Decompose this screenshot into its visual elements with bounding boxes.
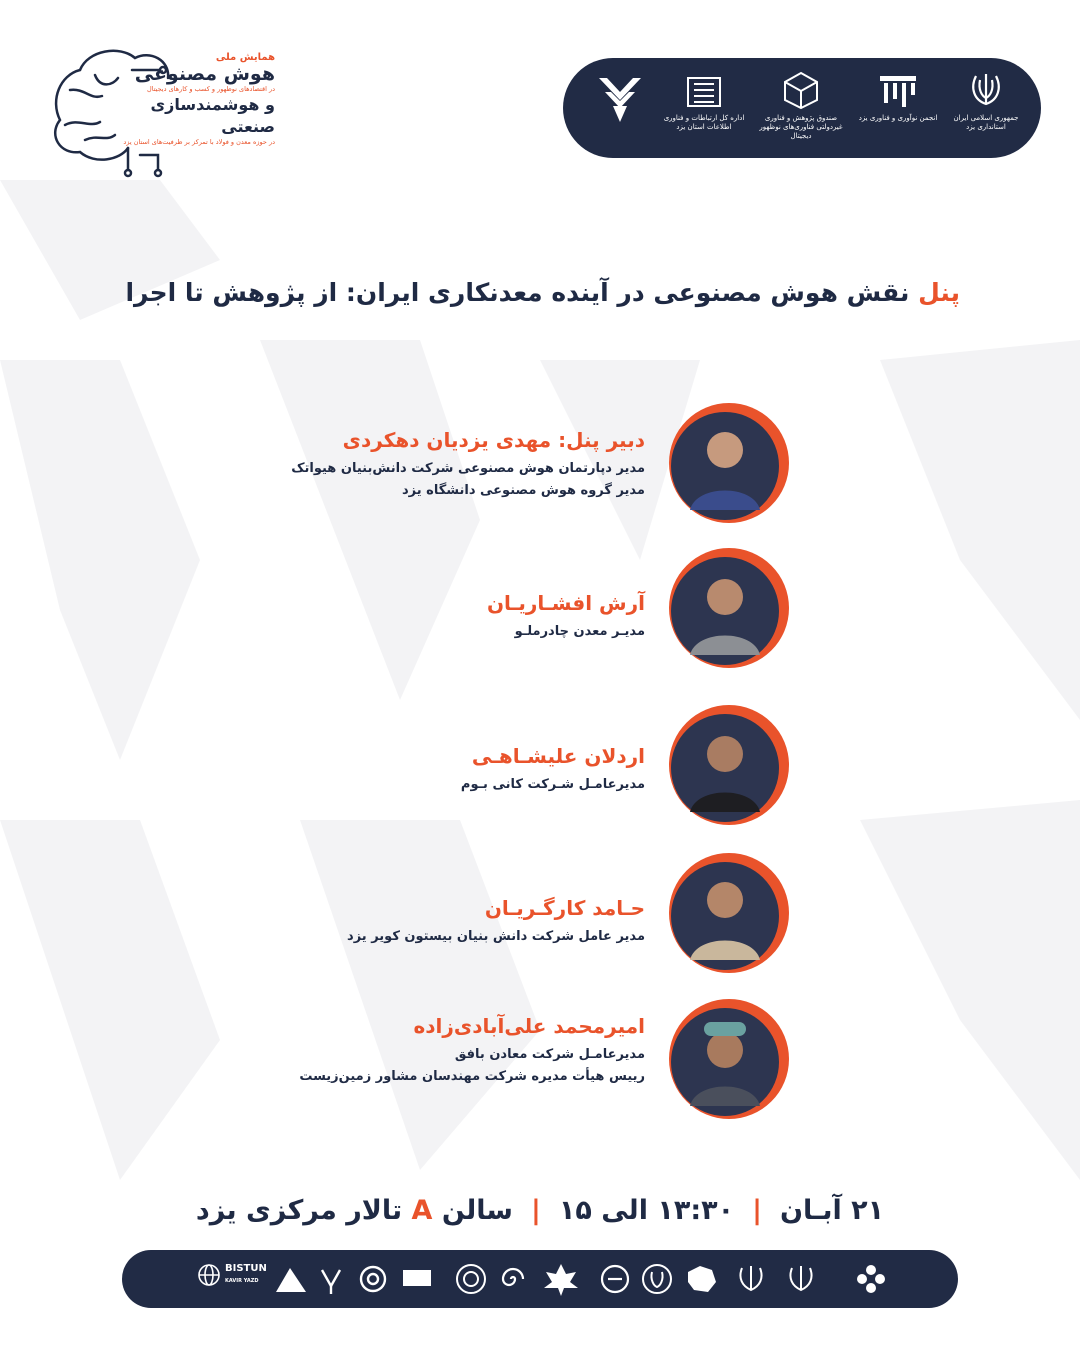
speaker-info [85, 591, 645, 643]
speaker-role: مدیر گروه هوش مصنوعی دانشگاه یزد [401, 483, 645, 498]
atefa-logo-icon [398, 1260, 436, 1298]
speaker-card-2 [0, 547, 1080, 677]
conference-prefix: همایش ملی [215, 52, 275, 63]
speaker-name: حـامد کارگـریـان [484, 896, 645, 920]
speaker-role: مدیـر معدن چادرملـو [514, 624, 645, 639]
speaker-card-5 [0, 998, 1080, 1128]
speaker-role: مدیر عامل شرکت دانش بنیان بیستون کویر یزد [347, 929, 645, 944]
sponsor-azad-university [585, 70, 655, 146]
tulip-logo-icon [312, 1260, 350, 1298]
speaker-info [85, 744, 645, 796]
panel-title-accent: پنل [918, 278, 960, 307]
event-info [160, 1195, 920, 1226]
speaker-info [85, 428, 645, 502]
speaker-name: دبیر پنل: مهدی یزدیان دهکردی [342, 428, 645, 452]
event-date: ۲۱ آبـان [779, 1195, 885, 1226]
gisoom-logo-icon [596, 1260, 634, 1298]
emblem-seal-icon [638, 1260, 676, 1298]
sponsor-governorate [951, 70, 1021, 146]
speaker-card-3 [0, 704, 1080, 834]
globe-icon [197, 1263, 221, 1287]
event-time: ۱۳:۳۰ الی ۱۵ [558, 1195, 735, 1226]
panel-title-text: نقش هوش مصنوعی در آینده معدنکاری ایران: از پژوهش تا اجرا [125, 278, 910, 307]
speaker-name: اردلان علیشـاهـی [471, 744, 645, 768]
speaker-role: مدیرعامـل شرکت معادن بافق [454, 1047, 645, 1062]
speaker-avatar [668, 704, 790, 826]
conference-title-line1: هوش مصنوعی [134, 63, 275, 85]
separator: | [752, 1195, 762, 1226]
conference-title-block [95, 52, 275, 147]
conference-subtitle-line1: در اقتصادهای نوظهور و کسب و کارهای دیجیتال [146, 85, 275, 93]
speaker-role: رییس هیأت مدیره شرکت مهندسان مشاور زمین‌زیست [299, 1069, 645, 1084]
azad-university-icon [595, 70, 645, 128]
speaker-avatar [668, 852, 790, 974]
sponsor-ict-label: اداره کل ارتباطات و فناوری اطلاعات استان یزد [663, 114, 745, 131]
cube-icon [781, 70, 821, 110]
sponsor-innovation-label: انجمن نوآوری و فناوری یزد [858, 114, 938, 122]
conference-title-line2: و هوشمندسازی صنعتی [150, 95, 275, 136]
header-sponsor-bar [563, 58, 1041, 158]
mountain-logo-icon [272, 1260, 310, 1298]
panel-title [60, 278, 960, 307]
round-seal-icon [452, 1260, 490, 1298]
iran-map-icon [682, 1260, 720, 1298]
sponsor-innovation-association [853, 70, 943, 146]
park-logo-icon [852, 1260, 890, 1298]
sponsor-ict-office [661, 70, 747, 146]
bistun-sub: KAVIR YAZD [225, 1278, 259, 1284]
speaker-role: مدیر دپارتمان هوش مصنوعی شرکت دانش‌بنیان هیواتک [291, 461, 645, 476]
event-hall-letter: A [411, 1195, 433, 1226]
pillar-icon [876, 70, 920, 110]
spiral-icon [494, 1260, 532, 1298]
speaker-avatar [668, 998, 790, 1120]
speaker-name: آرش افشـاریـان [486, 591, 645, 615]
bistun-logo [197, 1263, 267, 1287]
sponsor-governorate-label: جمهوری اسلامی ایران استانداری یزد [953, 114, 1019, 131]
speaker-name: امیرمحمد علی‌آبادی‌زاده [413, 1014, 645, 1038]
sponsor-research-fund-label: صندوق پژوهش و فناوری غیردولتی فناوری‌های نوظهور دیجیتال [759, 114, 843, 140]
iran-emblem-icon [782, 1260, 820, 1298]
partners-bar [122, 1250, 958, 1308]
iran-emblem-icon [968, 70, 1004, 110]
iran-emblem-icon [732, 1260, 770, 1298]
event-hall-prefix: سالن [441, 1195, 513, 1226]
separator: | [531, 1195, 541, 1226]
conference-subtitle-line2: در حوزه معدن و فولاد با تمرکز بر ظرفیت‌های استان یزد [123, 138, 275, 146]
speaker-card-1 [0, 402, 1080, 532]
speaker-card-4 [0, 852, 1080, 982]
event-venue: تالار مرکزی یزد [195, 1195, 403, 1226]
speaker-info [85, 896, 645, 948]
speaker-avatar [668, 547, 790, 669]
speaker-avatar [668, 402, 790, 524]
bistun-name: BISTUN [225, 1263, 267, 1274]
maple-icon [536, 1260, 586, 1298]
speaker-role: مدیرعامـل شـرکت کانی بـوم [460, 777, 645, 792]
building-icon [682, 70, 726, 110]
speaker-info [85, 1014, 645, 1088]
sponsor-research-fund [758, 70, 844, 146]
rings-logo-icon [354, 1260, 392, 1298]
